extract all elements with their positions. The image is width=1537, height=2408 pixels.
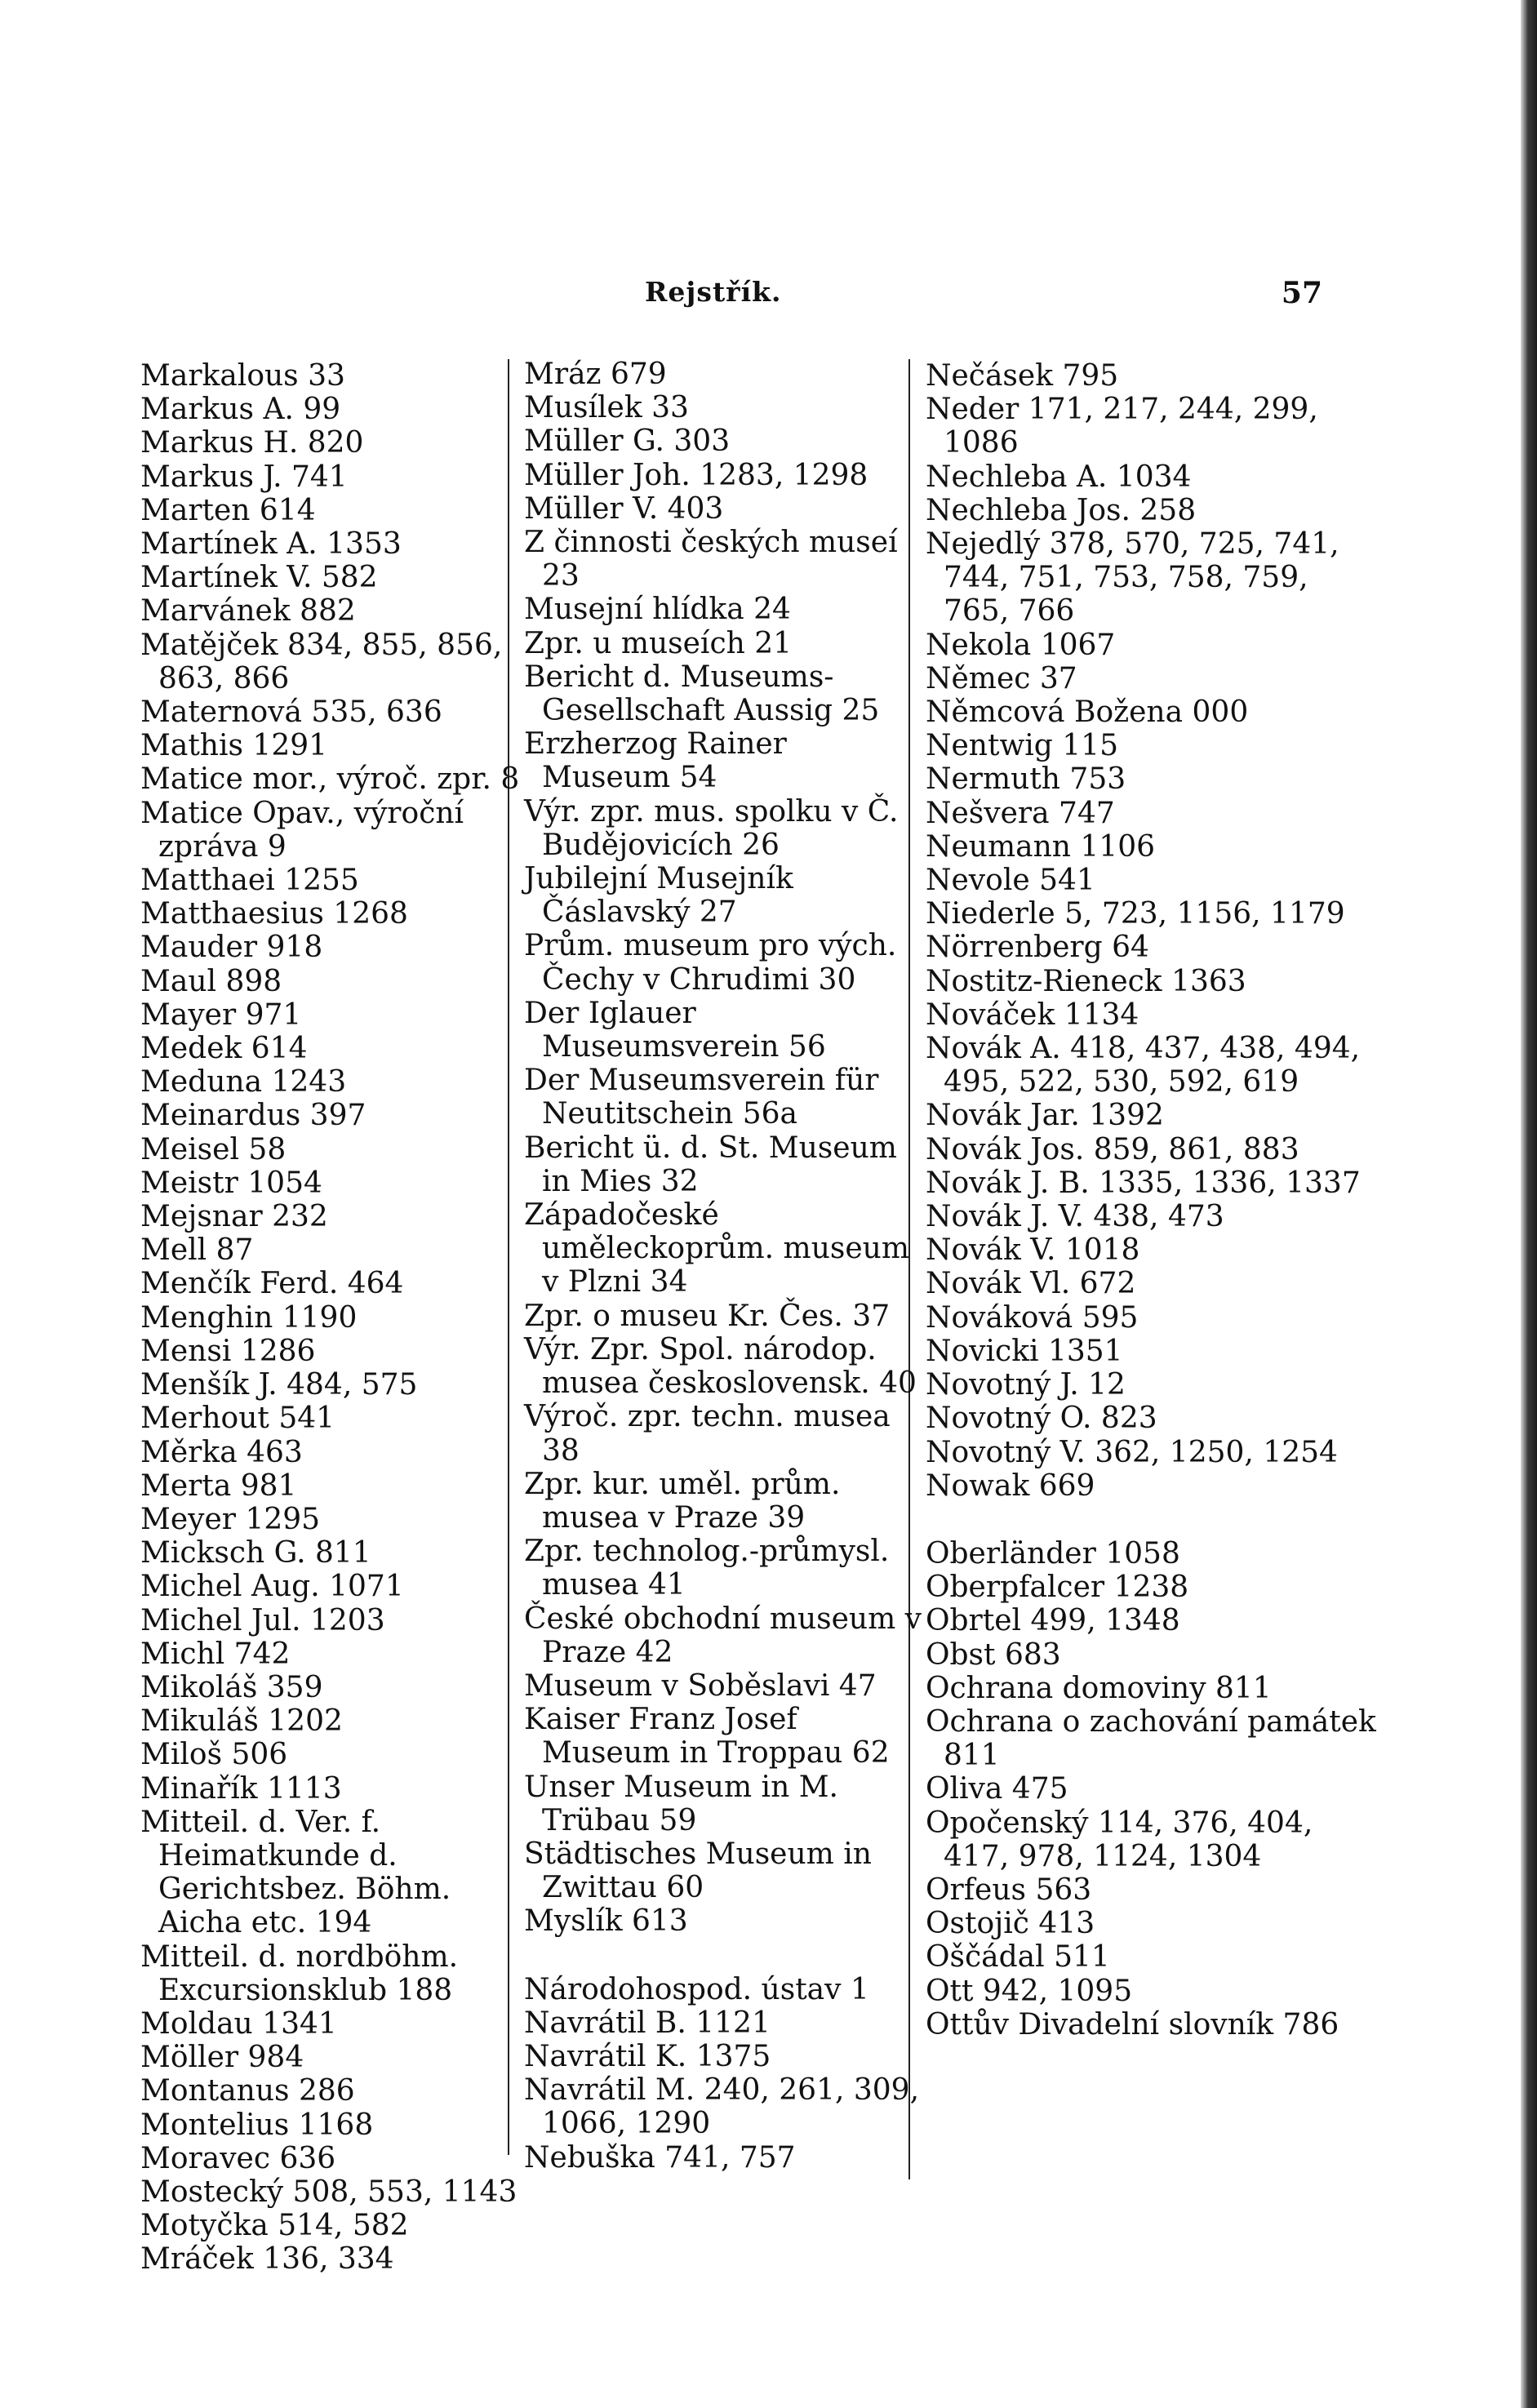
index-entry: Nečásek 795 xyxy=(926,359,1119,393)
index-entry: Novák A. 418, 437, 438, 494, 495, 522, 530, 592, 619 xyxy=(926,1032,1361,1100)
index-entry: Nentwig 115 xyxy=(926,729,1118,763)
index-entry: Nejedlý 378, 570, 725, 741, 744, 751, 753, 758, 759, 765, 766 xyxy=(926,527,1339,629)
index-entry: Markus H. 820 xyxy=(140,426,364,460)
index-entry: Markalous 33 xyxy=(140,359,345,393)
index-entry: Neder 171, 217, 244, 299, 1086 xyxy=(926,393,1318,460)
index-entry: Mikuláš 1202 xyxy=(140,1704,343,1739)
index-entry: Maternová 535, 636 xyxy=(140,695,442,730)
index-entry: Nebuška 741, 757 xyxy=(524,2140,796,2175)
index-entry: Novák J. B. 1335, 1336, 1337 xyxy=(926,1166,1361,1200)
index-entry: Der Museumsverein für Neutitschein 56a xyxy=(524,1064,879,1131)
index-entry: Navrátil K. 1375 xyxy=(524,2039,771,2073)
index-entry: Nowak 669 xyxy=(926,1468,1095,1503)
index-entry: Mejsnar 232 xyxy=(140,1200,328,1234)
page-title: Rejstřík. xyxy=(645,276,782,308)
index-entry: Ochrana domoviny 811 xyxy=(926,1671,1272,1705)
index-entry: Mitteil. d. nordböhm. Excursionsklub 188 xyxy=(140,1939,459,2007)
page-edge-shadow xyxy=(1521,0,1537,2408)
index-entry: Montelius 1168 xyxy=(140,2108,374,2142)
index-entry: Matice Opav., výroční zpráva 9 xyxy=(140,796,464,864)
index-entry: Bericht ü. d. St. Museum in Mies 32 xyxy=(524,1131,897,1198)
index-entry: Müller G. 303 xyxy=(524,424,731,459)
index-entry: Novák J. V. 438, 473 xyxy=(926,1200,1224,1234)
index-entry: Nováček 1134 xyxy=(926,997,1139,1032)
index-entry: Meistr 1054 xyxy=(140,1166,322,1200)
index-entry: Prům. museum pro vých. Čechy v Chrudimi 30 xyxy=(524,929,897,997)
index-entry: Nekola 1067 xyxy=(926,628,1116,662)
index-entry: Kaiser Franz Josef Museum in Troppau 62 xyxy=(524,1703,890,1770)
index-entry: Nechleba A. 1034 xyxy=(926,460,1192,494)
index-entry: Novák Jar. 1392 xyxy=(926,1099,1164,1133)
index-entry: Oliva 475 xyxy=(926,1772,1068,1806)
index-entry: Ostojič 413 xyxy=(926,1907,1095,1941)
index-entry: Michel Jul. 1203 xyxy=(140,1603,385,1637)
index-entry: Mitteil. d. Ver. f. Heimatkunde d. Gerichtsbez. Böhm. Aicha etc. 194 xyxy=(140,1805,451,1940)
index-entry: Neumann 1106 xyxy=(926,829,1156,864)
index-entry: Menšík J. 484, 575 xyxy=(140,1368,418,1402)
page-number: 57 xyxy=(1281,276,1322,310)
index-entry: Národohospod. ústav 1 xyxy=(524,1972,869,2006)
index-entry: Zpr. o museu Kr. Čes. 37 xyxy=(524,1299,891,1333)
index-entry: Michl 742 xyxy=(140,1637,291,1671)
index-entry: Der Iglauer Museumsverein 56 xyxy=(524,996,826,1064)
index-entry: Möller 984 xyxy=(140,2041,304,2075)
index-entry: Meinardus 397 xyxy=(140,1099,366,1133)
index-entry: Merhout 541 xyxy=(140,1402,335,1436)
index-entry: Mostecký 508, 553, 1143 xyxy=(140,2175,518,2209)
index-entry: Z činnosti českých museí 23 xyxy=(524,526,898,593)
index-entry: Matthaei 1255 xyxy=(140,864,359,898)
index-entry: Ochrana o zachování památek 811 xyxy=(926,1704,1376,1773)
index-entry: Michel Aug. 1071 xyxy=(140,1570,404,1604)
index-entry: Mauder 918 xyxy=(140,931,323,965)
index-entry: Nevole 541 xyxy=(926,864,1095,898)
index-entry: Měrka 463 xyxy=(140,1435,303,1469)
index-entry: Novák V. 1018 xyxy=(926,1233,1140,1268)
index-entry: Markus A. 99 xyxy=(140,393,341,427)
index-entry: Bericht d. Museums-Gesellschaft Aussig 25 xyxy=(524,660,880,728)
index-entry: Matthaesius 1268 xyxy=(140,897,408,931)
index-entry: Novák Jos. 859, 861, 883 xyxy=(926,1132,1299,1166)
index-entry: Obst 683 xyxy=(926,1637,1061,1672)
index-entry: Zpr. technolog.-průmysl. musea 41 xyxy=(524,1535,890,1602)
index-entry: Micksch G. 811 xyxy=(140,1536,371,1571)
index-entry: Markus J. 741 xyxy=(140,460,348,494)
index-entry: Menčík Ferd. 464 xyxy=(140,1267,404,1301)
index-entry: Novotný V. 362, 1250, 1254 xyxy=(926,1435,1338,1469)
index-entry: Výr. zpr. mus. spolku v Č. Budějovicích 26 xyxy=(524,794,899,862)
index-entry: Zpr. kur. uměl. prům. musea v Praze 39 xyxy=(524,1467,841,1535)
index-entry: Städtisches Museum in Zwittau 60 xyxy=(524,1837,872,1905)
index-entry: Němcová Božena 000 xyxy=(926,695,1249,730)
index-entry: Mathis 1291 xyxy=(140,729,328,763)
index-entry: Moldau 1341 xyxy=(140,2006,337,2041)
index-entry: Nostitz-Rieneck 1363 xyxy=(926,964,1246,998)
index-entry: Výr. Zpr. Spol. národop. musea československ. 40 xyxy=(524,1332,917,1401)
index-entry: Meisel 58 xyxy=(140,1132,287,1166)
index-entry: Miloš 506 xyxy=(140,1738,288,1772)
index-column-2 xyxy=(506,358,924,2175)
index-entry: Orfeus 563 xyxy=(926,1873,1092,1907)
index-entry: Výroč. zpr. techn. musea 38 xyxy=(524,1400,891,1468)
index-entry: Nováková 595 xyxy=(926,1300,1139,1335)
index-entry: Mráček 136, 334 xyxy=(140,2242,394,2277)
index-entry: Oščádal 511 xyxy=(926,1940,1110,1975)
index-entry: Meyer 1295 xyxy=(140,1502,321,1536)
index-entry: Martínek A. 1353 xyxy=(140,527,402,562)
index-entry: Nechleba Jos. 258 xyxy=(926,493,1197,527)
index-entry: Mikoláš 359 xyxy=(140,1670,323,1704)
index-entry: Meduna 1243 xyxy=(140,1065,347,1100)
index-entry: Erzherzog Rainer Museum 54 xyxy=(524,727,787,795)
index-entry: Ott 942, 1095 xyxy=(926,1974,1133,2008)
index-entry: Západočeské uměleckoprům. museum v Plzni 34 xyxy=(524,1198,909,1300)
index-entry: Mensi 1286 xyxy=(140,1334,316,1368)
index-entry: Mráz 679 xyxy=(524,358,667,391)
index-entry: Marvánek 882 xyxy=(140,594,356,629)
index-entry: Müller Joh. 1283, 1298 xyxy=(524,458,868,492)
index-entry: Martínek V. 582 xyxy=(140,561,378,595)
index-entry: Matice mor., výroč. zpr. 8 xyxy=(140,762,520,797)
index-entry: České obchodní museum v Praze 42 xyxy=(524,1602,922,1669)
index-entry: Museum v Soběslavi 47 xyxy=(524,1668,877,1703)
index-entry: Musílek 33 xyxy=(524,391,689,425)
index-entry: Menghin 1190 xyxy=(140,1300,358,1335)
index-entry: Merta 981 xyxy=(140,1468,297,1503)
index-entry: Medek 614 xyxy=(140,1032,308,1066)
index-entry: Obrtel 499, 1348 xyxy=(926,1604,1180,1638)
index-entry: Oberpfalcer 1238 xyxy=(926,1571,1189,1605)
index-entry: Novotný O. 823 xyxy=(926,1402,1157,1436)
index-entry: Ottův Divadelní slovník 786 xyxy=(926,2007,1339,2041)
index-entry: Navrátil M. 240, 261, 309, 1066, 1290 xyxy=(524,2073,920,2141)
index-entry: Jubilejní Musejník Čáslavský 27 xyxy=(524,862,793,930)
index-entry: Nermuth 753 xyxy=(926,762,1126,797)
index-entry: Maul 898 xyxy=(140,964,282,998)
index-entry: Opočenský 114, 376, 404, 417, 978, 1124, 1304 xyxy=(926,1806,1313,1873)
index-entry: Novicki 1351 xyxy=(926,1334,1123,1368)
index-entry: Minařík 1113 xyxy=(140,1771,342,1806)
index-entry: Němec 37 xyxy=(926,661,1077,695)
index-entry: Novotný J. 12 xyxy=(926,1368,1126,1402)
index-column-1 xyxy=(122,359,532,2277)
index-entry: Müller V. 403 xyxy=(524,491,724,526)
index-entry: Myslík 613 xyxy=(524,1904,688,1939)
index-entry: Marten 614 xyxy=(140,493,316,527)
index-entry: Mayer 971 xyxy=(140,997,302,1032)
index-entry: Matějček 834, 855, 856, 863, 866 xyxy=(140,628,503,695)
index-entry: Unser Museum in M. Trübau 59 xyxy=(524,1770,838,1837)
index-entry: Novák Vl. 672 xyxy=(926,1267,1136,1301)
index-entry: Oberländer 1058 xyxy=(926,1536,1180,1571)
index-entry: Nörrenberg 64 xyxy=(926,931,1149,965)
index-entry: Montanus 286 xyxy=(140,2074,355,2108)
index-entry: Motyčka 514, 582 xyxy=(140,2209,409,2243)
index-entry: Zpr. u museích 21 xyxy=(524,626,793,660)
index-entry: Musejní hlídka 24 xyxy=(524,593,791,627)
index-entry: Nešvera 747 xyxy=(926,796,1115,830)
index-entry: Moravec 636 xyxy=(140,2141,336,2175)
index-entry: Navrátil B. 1121 xyxy=(524,2006,771,2040)
index-column-3 xyxy=(908,359,1383,2041)
index-entry: Niederle 5, 723, 1156, 1179 xyxy=(926,897,1345,931)
page-header xyxy=(122,276,1322,325)
index-entry: Mell 87 xyxy=(140,1233,254,1268)
